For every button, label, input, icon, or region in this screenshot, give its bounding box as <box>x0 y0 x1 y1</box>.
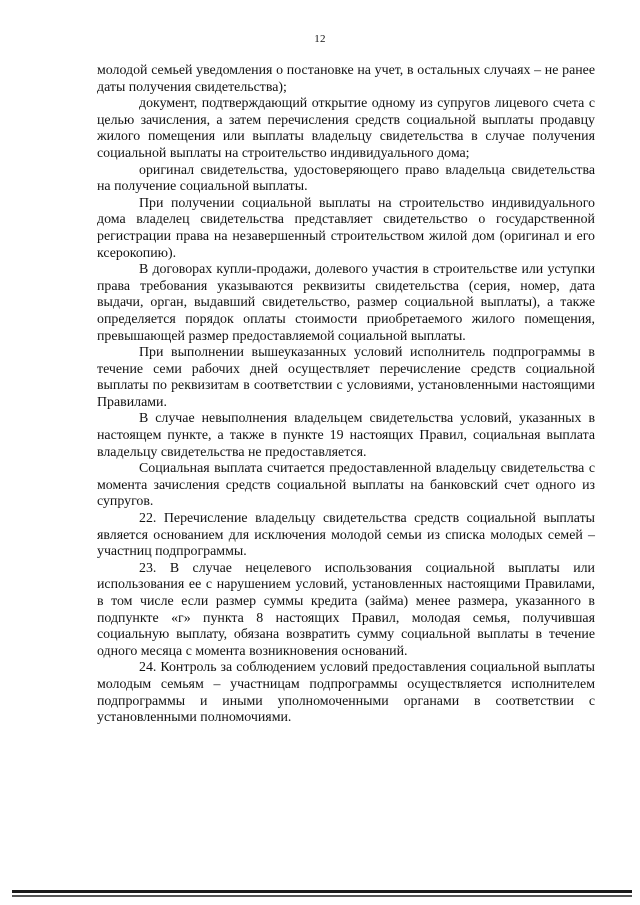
page-number: 12 <box>314 33 326 45</box>
paragraph-6: При выполнении вышеуказанных условий исполнитель подпрограммы в течение семи рабочих дней осуществляет перечисление средств социальной выплаты по реквизитам в соответствии с условиями, установленными настоящими Правилами. <box>97 345 595 410</box>
paragraph-clause-23: 23. В случае нецелевого использования социальной выплаты или использования ее с нарушением условий, установленных настоящими Правилами, в том числе если размер суммы кредита (займа) менее размера, указанного в подпункте «г» пункта 8 настоящих Правил, молодая семья, получившая социальную выплату, обязана возвратить сумму социальной выплаты в течение одного месяца с момента возникновения оснований. <box>97 560 595 659</box>
scan-edge-rule-secondary <box>12 895 632 897</box>
paragraph-4: При получении социальной выплаты на строительство индивидуального дома владелец свидетельства представляет свидетельство о государственной регистрации права на незавершенный строительством жилой дом (оригинал и его ксерокопию). <box>97 195 595 261</box>
paragraph-1: молодой семьей уведомления о постановке на учет, в остальных случаях – не ранее даты получения свидетельства); <box>97 63 595 95</box>
paragraph-5: В договорах купли-продажи, долевого участия в строительстве или уступки права требования указываются реквизиты свидетельства (серия, номер, дата выдачи, орган, выдавший свидетельство, размер социальной выплаты), а также определяется порядок оплаты стоимости приобретаемого жилого помещения, превышающей размер предоставляемой социальной выплаты. <box>97 262 595 344</box>
paragraph-3: оригинал свидетельства, удостоверяющего право владельца свидетельства на получение социальной выплаты. <box>97 162 595 195</box>
paragraph-2: документ, подтверждающий открытие одному из супругов лицевого счета с целью зачисления, а затем перечисления средств социальной выплаты продавцу жилого помещения или выплаты владельцу свидетельства в случае получения социальной выплаты на строительство индивидуального дома; <box>97 96 595 161</box>
paragraph-7: В случае невыполнения владельцем свидетельства условий, указанных в настоящем пункте, а также в пункте 19 настоящих Правил, социальная выплата владельцу свидетельства не предоставляется. <box>97 411 595 460</box>
document-body <box>97 63 595 727</box>
paragraph-clause-22: 22. Перечисление владельцу свидетельства средств социальной выплаты является основанием для исключения молодой семьи из списка молодых семей – участниц подпрограммы. <box>97 511 595 560</box>
paragraph-clause-24: 24. Контроль за соблюдением условий предоставления социальной выплаты молодым семьям – участницам подпрограммы осуществляется исполнителем подпрограммы и иными уполномоченными органами в соответствии с установленными полномочиями. <box>97 660 595 726</box>
paragraph-8: Социальная выплата считается предоставленной владельцу свидетельства с момента зачисления средств социальной выплаты на банковский счет одного из супругов. <box>97 461 595 510</box>
scan-edge-rule <box>12 890 632 893</box>
